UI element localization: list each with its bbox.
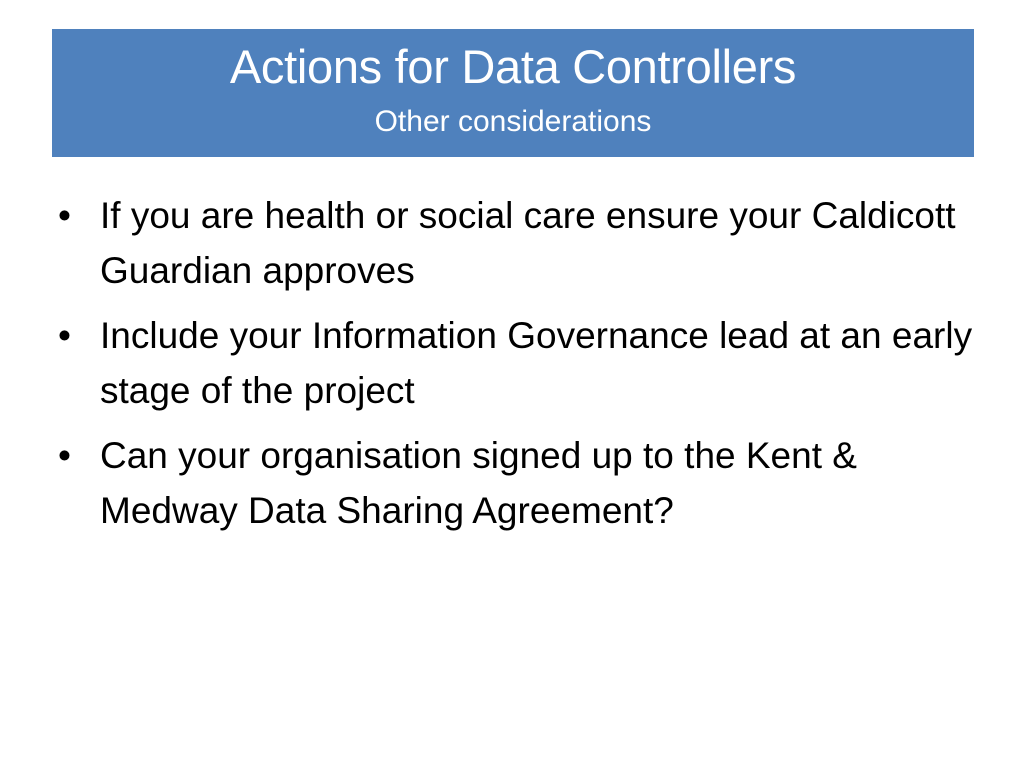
bullet-item: [56, 308, 976, 418]
title-banner: [52, 29, 974, 157]
slide-subtitle: Other considerations: [374, 105, 652, 138]
bullet-dot-icon: •: [58, 195, 71, 236]
bullet-text: Can your organisation signed up to the Kent & Medway Data Sharing Agreement?: [100, 435, 857, 531]
bullet-item: [56, 428, 976, 538]
bullet-text: Include your Information Governance lead at an early stage of the project: [100, 315, 973, 411]
bullet-list: [56, 188, 976, 548]
slide-title: Actions for Data Controllers: [229, 40, 797, 93]
bullet-item: [56, 188, 976, 298]
bullet-dot-icon: •: [58, 315, 71, 356]
bullet-dot-icon: •: [58, 435, 71, 476]
bullet-text: If you are health or social care ensure your Caldicott Guardian approves: [100, 195, 956, 291]
